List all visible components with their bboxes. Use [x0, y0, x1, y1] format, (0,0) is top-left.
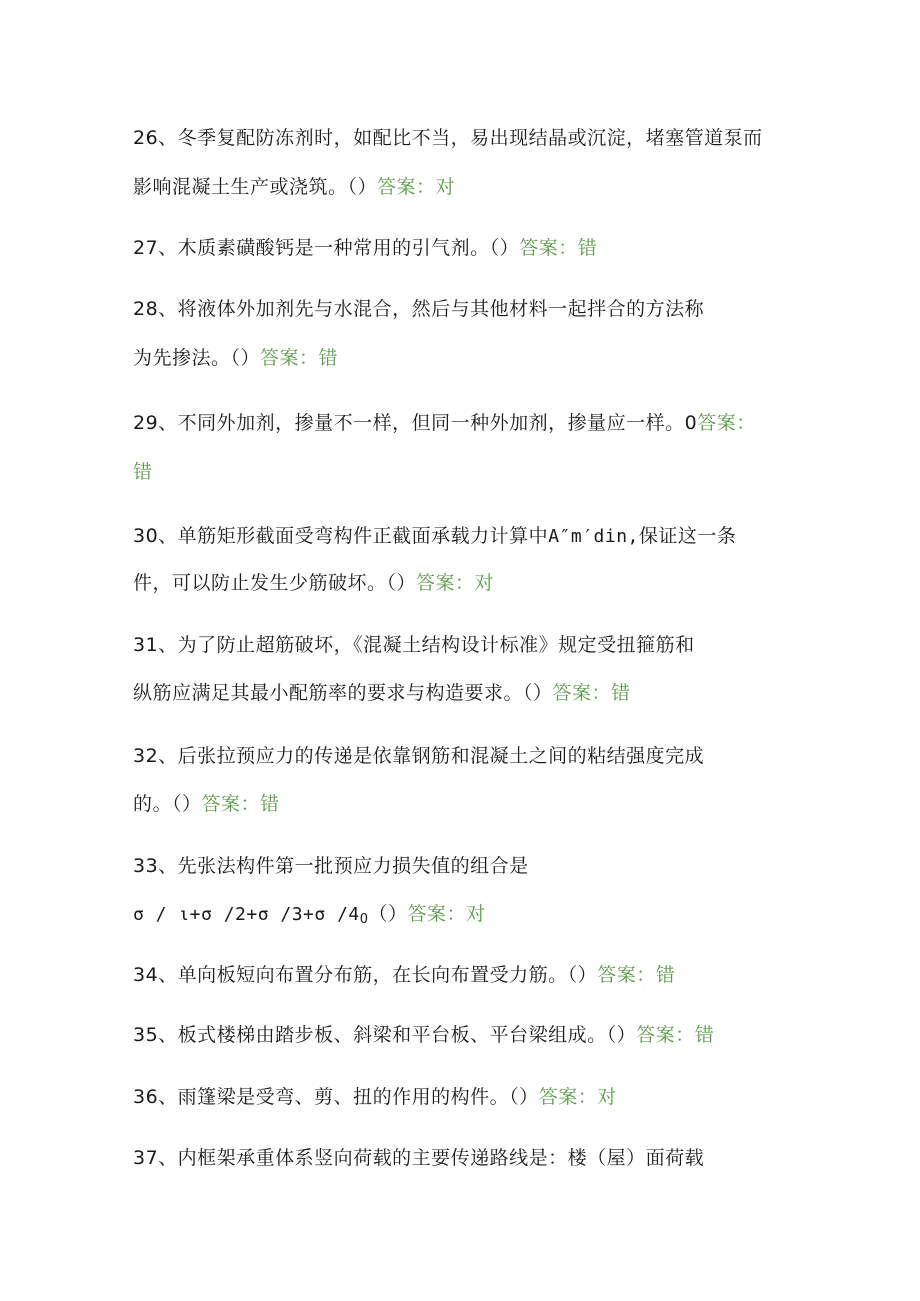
question-27-line-1 — [133, 236, 597, 260]
question-33-text-1: 33、先张法构件第一批预应力损失值的组合是 — [133, 855, 529, 877]
answer-label: 答案： — [407, 903, 467, 925]
answer-value: 错 — [694, 1024, 715, 1046]
question-34-line-1 — [133, 963, 675, 987]
answer-value: 错 — [577, 237, 598, 259]
answer-value: 对 — [474, 572, 495, 594]
answer-value: 对 — [597, 1086, 617, 1108]
question-36-text-1: 36、雨篷梁是受弯、剪、扭的作用的构件。（） — [133, 1086, 539, 1108]
answer-label: 答案： — [552, 682, 612, 704]
answer-label: 答案： — [697, 412, 756, 434]
question-30-formula: A″m′din, — [548, 526, 639, 547]
question-32-text-2: 的。（） — [133, 793, 202, 815]
question-28-text-2: 为先掺法。（） — [133, 347, 261, 369]
answer-value: 错 — [260, 793, 280, 815]
question-36-line-1 — [133, 1085, 617, 1109]
answer-label: 答案： — [377, 176, 436, 198]
question-32-text-1: 32、后张拉预应力的传递是依靠钢筋和混凝土之间的粘结强度完成 — [133, 745, 705, 767]
answer-value: 错 — [655, 964, 676, 986]
question-33-line-2 — [133, 902, 486, 932]
question-35-text-1: 35、板式楼梯由踏步板、斜梁和平台板、平台梁组成。（） — [133, 1024, 637, 1046]
question-31-line-1 — [133, 633, 695, 657]
answer-label: 答案： — [519, 237, 578, 259]
question-32-line-2 — [133, 792, 280, 816]
answer-label: 答案： — [538, 1086, 598, 1108]
answer-value: 错 — [611, 682, 631, 704]
question-28-text-1: 28、将液体外加剂先与水混合，然后与其他材料一起拌合的方法称 — [133, 298, 705, 320]
question-26-text-1: 26、冬季复配防冻剂时，如配比不当，易出现结晶或沉淀，堵塞管道泵而 — [133, 127, 763, 149]
question-30-line-2 — [133, 571, 494, 595]
answer-value: 对 — [466, 903, 486, 925]
question-33-bracket: （） — [368, 903, 408, 925]
answer-value: 对 — [435, 176, 456, 198]
question-28-line-1 — [133, 297, 704, 321]
question-29-text-1: 29、不同外加剂，掺量不一样，但同一种外加剂，掺量应一样。0 — [133, 412, 698, 434]
question-31-line-2 — [133, 681, 631, 705]
question-30-text-2: 件，可以防止发生少筋破坏。（） — [133, 572, 417, 594]
answer-label: 答案： — [201, 793, 261, 815]
question-28-line-2 — [133, 346, 338, 370]
question-33-formula: σ / ι+σ /2+σ /3+σ /4 — [133, 904, 360, 925]
question-26-text-2: 影响混凝土生产或浇筑。（） — [133, 176, 378, 198]
question-30-text-1: 30、单筋矩形截面受弯构件正截面承载力计算中 — [133, 525, 549, 547]
question-37-text-1: 37、内框架承重体系竖向荷载的主要传递路线是：楼（屋）面荷载 — [133, 1147, 705, 1169]
question-30-line-1 — [133, 524, 736, 549]
question-26-line-1 — [133, 126, 763, 150]
question-34-text-1: 34、单向板短向布置分布筋，在长向布置受力筋。（） — [133, 964, 598, 986]
question-26-line-2 — [133, 175, 455, 199]
question-33-subscript: 0 — [359, 912, 369, 927]
answer-label: 答案： — [597, 964, 656, 986]
question-31-text-1: 31、为了防止超筋破坏，《混凝土结构设计标准》规定受扭箍筋和 — [133, 634, 695, 656]
question-31-text-2: 纵筋应满足其最小配筋率的要求与构造要求。（） — [133, 682, 553, 704]
question-30-text-tail: 保证这一条 — [638, 525, 737, 547]
question-29-line-2 — [133, 460, 153, 484]
question-35-line-1 — [133, 1023, 714, 1047]
answer-label: 答案： — [636, 1024, 695, 1046]
answer-value: 错 — [318, 347, 339, 369]
question-32-line-1 — [133, 744, 704, 768]
question-33-line-1 — [133, 854, 529, 878]
question-29-line-1 — [133, 411, 756, 435]
answer-label: 答案： — [416, 572, 475, 594]
answer-label: 答案： — [260, 347, 319, 369]
answer-value: 错 — [133, 461, 153, 483]
question-27-text-1: 27、木质素磺酸钙是一种常用的引气剂。（） — [133, 237, 520, 259]
question-37-line-1 — [133, 1146, 704, 1170]
